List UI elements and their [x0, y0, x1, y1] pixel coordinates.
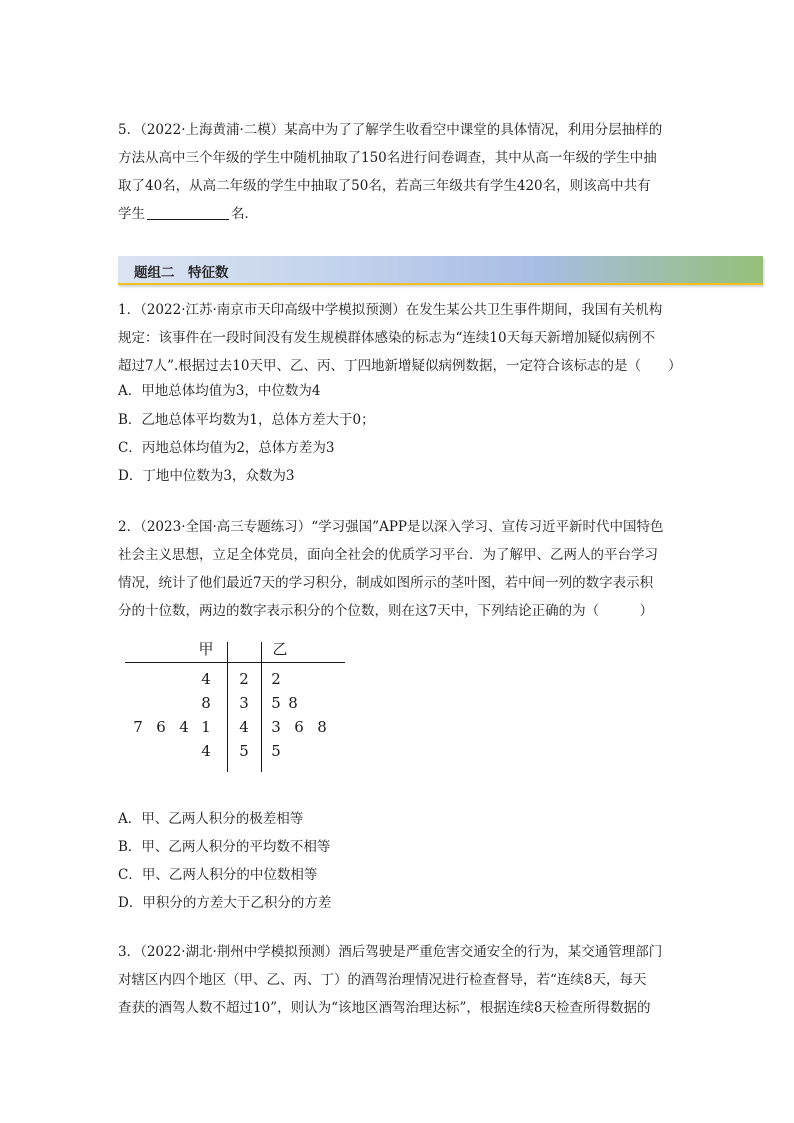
- q3-line-2: 对辖区内四个地区（甲、乙、丙、丁）的酒驾治理情况进行检查督导，若“连续8天，每天: [118, 972, 647, 988]
- q2-option-d[interactable]: D．甲积分的方差大于乙积分的方差: [118, 895, 332, 911]
- q2-option-b[interactable]: B．甲、乙两人积分的平均数不相等: [118, 839, 331, 855]
- leaf-left: 6: [156, 718, 166, 736]
- leaf-left: 7: [133, 718, 143, 736]
- q1-line-1: 1．（2022·江苏·南京市天印高级中学模拟预测）在发生某公共卫生事件期间，我国有关机构: [118, 302, 663, 318]
- leaf-right: 3: [271, 718, 281, 736]
- q3-line-3: 查获的酒驾人数不超过10”，则认为“该地区酒驾治理达标”，根据连续8天检查所得数据的: [118, 1000, 651, 1016]
- q2-line-2: 社会主义思想，立足全体党员，面向全社会的优质学习平台．为了解甲、乙两人的平台学习: [118, 547, 658, 563]
- leaf-right: 2: [271, 670, 281, 688]
- q1-option-a[interactable]: A．甲地总体均值为3，中位数为4: [118, 383, 321, 399]
- leaf-right: 8: [288, 694, 298, 712]
- stem-leaf-left-header: 甲: [198, 640, 214, 658]
- q5-line-1: 5．（2022·上海黄浦·二模）某高中为了了解学生收看空中课堂的具体情况，利用分层抽样的: [118, 122, 663, 138]
- q5-line-4: [118, 200, 678, 228]
- q2-line-4: 分的十位数，两边的数字表示积分的个位数，则在这7天中，下列结论正确的为（ ）: [118, 603, 654, 619]
- question-5: [118, 116, 678, 228]
- stem-leaf-left-rule: [227, 642, 228, 772]
- q1-option-b[interactable]: B．乙地总体平均数为1，总体方差大于0；: [118, 412, 375, 428]
- leaf-right: 5: [271, 694, 281, 712]
- leaf-right: 6: [294, 718, 304, 736]
- q5-line-2: 方法从高中三个年级的学生中随机抽取了150名进行问卷调查，其中从高一年级的学生中抽: [118, 150, 657, 166]
- q2-line-1: 2．（2023·全国·高三专题练习）“学习强国”APP是以深入学习、宣传习近平新时代中国特色: [118, 519, 664, 535]
- section-title: 题组二 特征数: [134, 265, 229, 281]
- q5-last-post: 名．: [231, 206, 258, 222]
- q1-line-3: 超过7人”.根据过去10天甲、乙、丙、丁四地新增疑似病例数据，一定符合该标志的是（ ）: [118, 358, 682, 374]
- question-2: [118, 513, 678, 625]
- stem-value: 3: [239, 694, 249, 712]
- leaf-left: 4: [201, 670, 211, 688]
- stem-value: 2: [239, 670, 249, 688]
- stem-value: 5: [239, 742, 249, 760]
- q2-option-c[interactable]: C．甲、乙两人积分的中位数相等: [118, 867, 318, 883]
- q5-last-pre: 学生: [118, 206, 145, 222]
- q1-option-c[interactable]: C．丙地总体均值为2，总体方差为3: [118, 440, 335, 456]
- stem-value: 4: [239, 718, 249, 736]
- q5-line-3: 取了40名，从高二年级的学生中抽取了50名，若高三年级共有学生420名，则该高中共有: [118, 178, 651, 194]
- q1-line-2: 规定：该事件在一段时间没有发生规模群体感染的标志为“连续10天每天新增加疑似病例不: [118, 330, 656, 346]
- leaf-right: 8: [317, 718, 327, 736]
- question-3: [118, 938, 678, 1022]
- stem-leaf-right-header: 乙: [272, 640, 288, 658]
- q2-line-3: 情况，统计了他们最近7天的学习积分，制成如图所示的茎叶图，若中间一列的数字表示积: [118, 575, 654, 591]
- section-banner: [118, 256, 763, 285]
- q1-option-d[interactable]: D．丁地中位数为3，众数为3: [118, 468, 295, 484]
- leaf-right: 5: [271, 742, 281, 760]
- stem-leaf-right-rule: [261, 642, 262, 772]
- leaf-left: 8: [201, 694, 211, 712]
- q2-option-a[interactable]: A．甲、乙两人积分的极差相等: [118, 811, 304, 827]
- answer-blank[interactable]: [147, 205, 229, 220]
- stem-leaf-header-rule: [125, 662, 345, 663]
- question-1: [118, 296, 682, 380]
- leaf-left: 1: [201, 718, 211, 736]
- leaf-left: 4: [201, 742, 211, 760]
- q3-line-1: 3．（2022·湖北·荆州中学模拟预测）酒后驾驶是严重危害交通安全的行为，某交通管理部门: [118, 944, 663, 960]
- leaf-left: 4: [179, 718, 189, 736]
